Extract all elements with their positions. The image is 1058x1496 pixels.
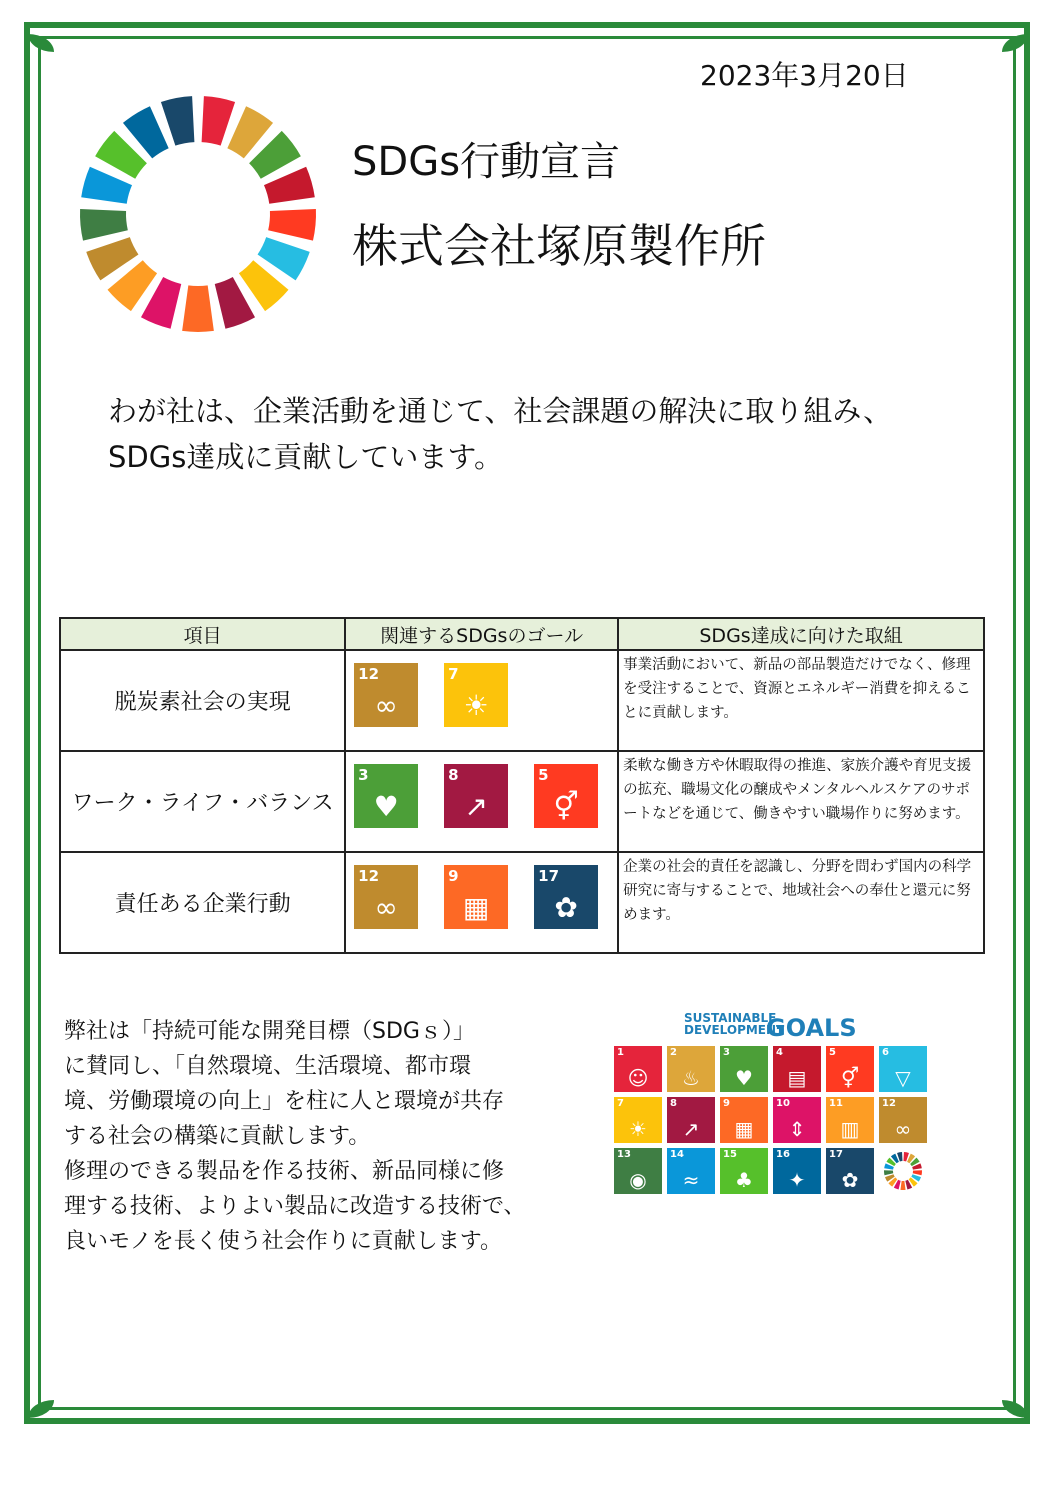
column-header-goals: 関連するSDGsのゴール xyxy=(345,618,618,650)
tile-number: 16 xyxy=(776,1149,790,1160)
goal-tile-11-icon xyxy=(826,1097,874,1143)
goal-tile-4-icon xyxy=(773,1046,821,1092)
table-row xyxy=(60,650,984,751)
tile-symbol: ▥ xyxy=(840,1117,860,1141)
sdg-wheel-icon xyxy=(78,94,318,334)
partnership-icon: ✿ xyxy=(554,891,578,924)
heartbeat-icon: ♥ xyxy=(373,790,399,823)
goal-tile-7-icon xyxy=(614,1097,662,1143)
goal-number: 9 xyxy=(448,867,459,885)
tile-number: 10 xyxy=(776,1098,790,1109)
tile-number: 8 xyxy=(670,1098,677,1109)
sdg-goal-12-icon xyxy=(354,865,418,929)
goal-tile-3-icon xyxy=(720,1046,768,1092)
tile-number: 12 xyxy=(882,1098,896,1109)
table-row xyxy=(60,852,984,953)
row-item: 脱炭素社会の実現 xyxy=(60,650,345,751)
growth-chart-icon: ↗ xyxy=(464,790,488,823)
tile-number: 1 xyxy=(617,1047,624,1058)
tile-number: 17 xyxy=(829,1149,843,1160)
commitment-paragraph xyxy=(64,1014,534,1259)
paragraph-line: 弊社は「持続可能な開発目標（SDGｓ）」 xyxy=(64,1019,475,1044)
wheel-segment xyxy=(161,96,194,145)
page-title: SDGs行動宣言 xyxy=(352,139,621,185)
goal-tile-15-icon xyxy=(720,1148,768,1194)
table-row xyxy=(60,751,984,852)
row-action-description: 柔軟な働き方や休暇取得の推進、家族介護や育児支援の拡充、職場文化の醸成やメンタルヘルスケアのサポートなどを通じて、働きやすい職場作りに努めます。 xyxy=(618,751,984,852)
wheel-segment xyxy=(900,1181,905,1190)
column-header-item: 項目 xyxy=(60,618,345,650)
goal-tile-1-icon xyxy=(614,1046,662,1092)
sdg-goal-12-icon xyxy=(354,663,418,727)
goal-tile-12-icon xyxy=(879,1097,927,1143)
tile-symbol: ∞ xyxy=(894,1117,912,1141)
sdg-goals-logo xyxy=(614,1011,926,1192)
wheel-segment xyxy=(80,209,128,241)
goal-number: 7 xyxy=(448,665,459,683)
tile-number: 13 xyxy=(617,1149,631,1160)
infinity-icon: ∞ xyxy=(374,891,398,924)
wheel-segment xyxy=(268,209,316,241)
mini-wheel-icon xyxy=(879,1148,927,1194)
tile-number: 2 xyxy=(670,1047,677,1058)
goal-number: 12 xyxy=(358,867,380,885)
intro-line: SDGs達成に貢献しています。 xyxy=(108,440,504,474)
row-goals xyxy=(345,751,618,852)
wheel-segment xyxy=(913,1170,922,1175)
goal-number: 5 xyxy=(538,766,549,784)
paragraph-line: 修理のできる製品を作る技術、新品同様に修 xyxy=(64,1159,505,1184)
infinity-icon: ∞ xyxy=(374,689,398,722)
paragraph-line: に賛同し、「自然環境、生活環境、都市環 xyxy=(64,1054,472,1079)
goal-number: 8 xyxy=(448,766,459,784)
gender-equality-icon: ⚥ xyxy=(553,790,579,823)
tile-number: 14 xyxy=(670,1149,684,1160)
tile-symbol: ♥ xyxy=(735,1066,753,1090)
wheel-segment xyxy=(182,285,214,332)
sdg-goal-8-icon xyxy=(444,764,508,828)
row-goals xyxy=(345,852,618,953)
tile-number: 15 xyxy=(723,1149,737,1160)
goal-tile-9-icon xyxy=(720,1097,768,1143)
tile-symbol: ⇕ xyxy=(788,1117,806,1141)
goal-number: 12 xyxy=(358,665,380,683)
tile-symbol: ✿ xyxy=(841,1168,859,1192)
row-action-description: 企業の社会的責任を認識し、分野を問わず国内の科学研究に寄与することで、地域社会への奉仕と還元に努めます。 xyxy=(618,852,984,953)
tile-symbol: ✦ xyxy=(788,1168,806,1192)
goal-tile-6-icon xyxy=(879,1046,927,1092)
logo-text-sustainable: SUSTAINABLE xyxy=(684,1011,777,1025)
paragraph-line: 境、労働環境の向上」を柱に人と環境が共存 xyxy=(64,1089,505,1114)
tile-number: 4 xyxy=(776,1047,783,1058)
sdg-goal-17-icon xyxy=(534,865,598,929)
tile-number: 3 xyxy=(723,1047,730,1058)
intro-statement xyxy=(108,388,892,480)
intro-line: わが社は、企業活動を通じて、社会課題の解決に取り組み、 xyxy=(108,394,893,428)
sdg-wheel-small-icon xyxy=(879,1148,927,1194)
tile-symbol: ⚥ xyxy=(840,1066,860,1090)
row-item: 責任ある企業行動 xyxy=(60,852,345,953)
goal-tile-13-icon xyxy=(614,1148,662,1194)
paragraph-line: する社会の構築に貢献します。 xyxy=(64,1124,371,1149)
sdg-goals-table xyxy=(59,617,985,954)
tile-number: 9 xyxy=(723,1098,730,1109)
table-header-row xyxy=(60,618,984,650)
tile-number: 11 xyxy=(829,1098,843,1109)
sdg-goal-3-icon xyxy=(354,764,418,828)
paragraph-line: 理する技術、よりよい製品に改造する技術で、 xyxy=(64,1194,526,1219)
sdg-goal-5-icon xyxy=(534,764,598,828)
goal-tile-8-icon xyxy=(667,1097,715,1143)
paragraph-line: 良いモノを長く使う社会作りに貢献します。 xyxy=(64,1229,503,1254)
tile-symbol: ♨ xyxy=(682,1066,700,1090)
goal-tile-17-icon xyxy=(826,1148,874,1194)
tile-number: 5 xyxy=(829,1047,836,1058)
tile-symbol: ▽ xyxy=(895,1066,911,1090)
sdg-goal-7-icon xyxy=(444,663,508,727)
cubes-icon: ▦ xyxy=(462,891,490,924)
row-goals xyxy=(345,650,618,751)
row-action-description: 事業活動において、新品の部品製造だけでなく、修理を受注することで、資源とエネルギー消費を抑えることに貢献します。 xyxy=(618,650,984,751)
tile-symbol: ☀ xyxy=(629,1117,647,1141)
row-item: ワーク・ライフ・バランス xyxy=(60,751,345,852)
goal-tile-5-icon xyxy=(826,1046,874,1092)
tile-symbol: ▦ xyxy=(734,1117,754,1141)
tile-symbol: ≈ xyxy=(682,1168,700,1192)
wheel-segment xyxy=(884,1170,893,1175)
tile-symbol: ♣ xyxy=(735,1168,753,1192)
goal-tile-16-icon xyxy=(773,1148,821,1194)
document-date: 2023年3月20日 xyxy=(700,59,909,92)
column-header-actions: SDGs達成に向けた取組 xyxy=(618,618,984,650)
company-name: 株式会社塚原製作所 xyxy=(352,219,766,273)
sdg-goal-9-icon xyxy=(444,865,508,929)
sun-icon: ☀ xyxy=(463,689,489,722)
tile-symbol: ▤ xyxy=(787,1066,807,1090)
goal-tile-2-icon xyxy=(667,1046,715,1092)
goal-tile-14-icon xyxy=(667,1148,715,1194)
tile-number: 7 xyxy=(617,1098,624,1109)
goal-number: 3 xyxy=(358,766,369,784)
goal-number: 17 xyxy=(538,867,560,885)
goals-icon-grid xyxy=(614,1046,927,1194)
goal-tile-10-icon xyxy=(773,1097,821,1143)
tile-symbol: ↗ xyxy=(682,1117,700,1141)
tile-number: 6 xyxy=(882,1047,889,1058)
tile-symbol: ◉ xyxy=(629,1168,647,1192)
logo-text-goals: GOALS xyxy=(766,1014,857,1042)
logo-text-development: DEVELOPMENT xyxy=(684,1023,785,1037)
tile-symbol: ☺ xyxy=(627,1066,649,1090)
wheel-segment xyxy=(202,96,235,145)
